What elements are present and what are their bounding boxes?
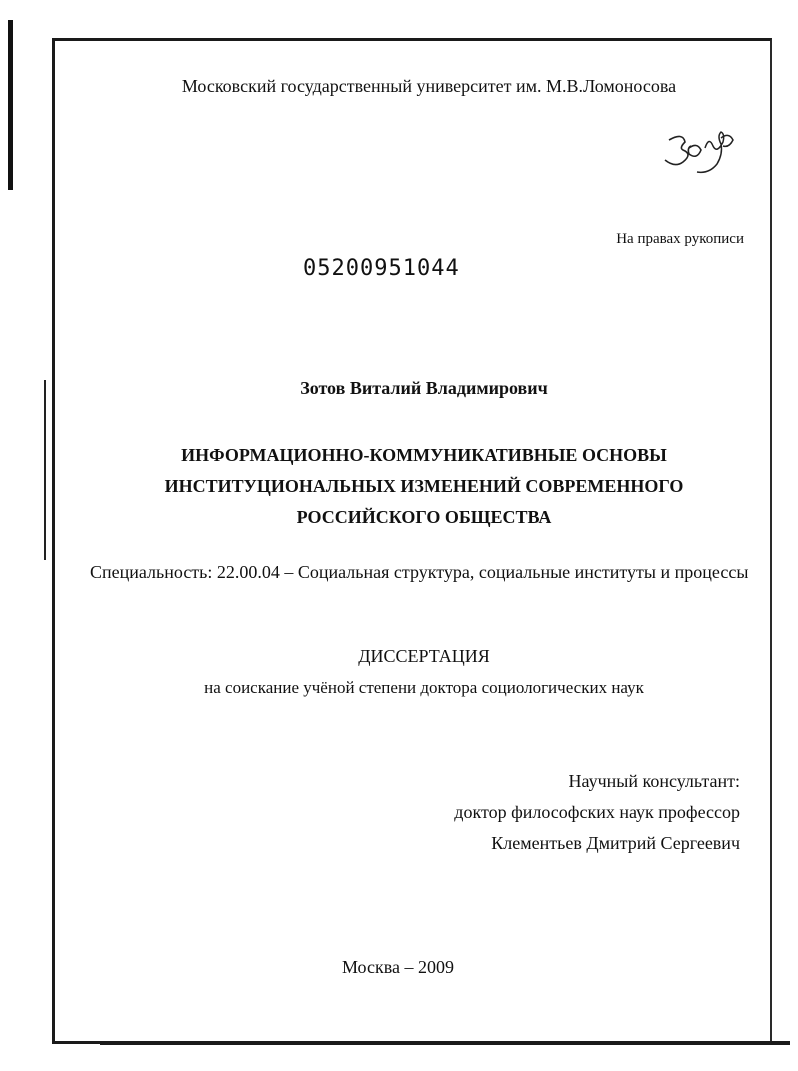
manuscript-note: На правах рукописи (616, 231, 744, 247)
city-year: Москва – 2009 (342, 957, 454, 977)
specialty: Специальность: 22.00.04 – Социальная структура, социальные институты и процессы (90, 562, 749, 582)
advisor-rank: доктор философских наук профессор (454, 802, 740, 822)
handwritten-signature (655, 126, 750, 186)
dissertation-title (0, 440, 798, 533)
scan-edge-mark (8, 20, 13, 190)
advisor-name: Клементьев Дмитрий Сергеевич (491, 833, 740, 853)
document-number: 05200951044 (303, 256, 460, 281)
title-line: ИНФОРМАЦИОННО-КОММУНИКАТИВНЫЕ ОСНОВЫ (181, 445, 667, 465)
bottom-rule (100, 1041, 790, 1045)
advisor-label: Научный консультант: (568, 771, 740, 791)
title-line: ИНСТИТУЦИОНАЛЬНЫХ ИЗМЕНЕНИЙ СОВРЕМЕННОГО (164, 476, 684, 496)
title-line: РОССИЙСКОГО ОБЩЕСТВА (296, 507, 552, 527)
page-border (52, 38, 772, 1044)
document-type: ДИССЕРТАЦИЯ (358, 646, 490, 666)
author-name: Зотов Виталий Владимирович (300, 378, 548, 398)
university-name: Московский государственный университет им. М.В.Ломоносова (181, 76, 677, 96)
degree-line: на соискание учёной степени доктора социологических наук (204, 678, 644, 697)
